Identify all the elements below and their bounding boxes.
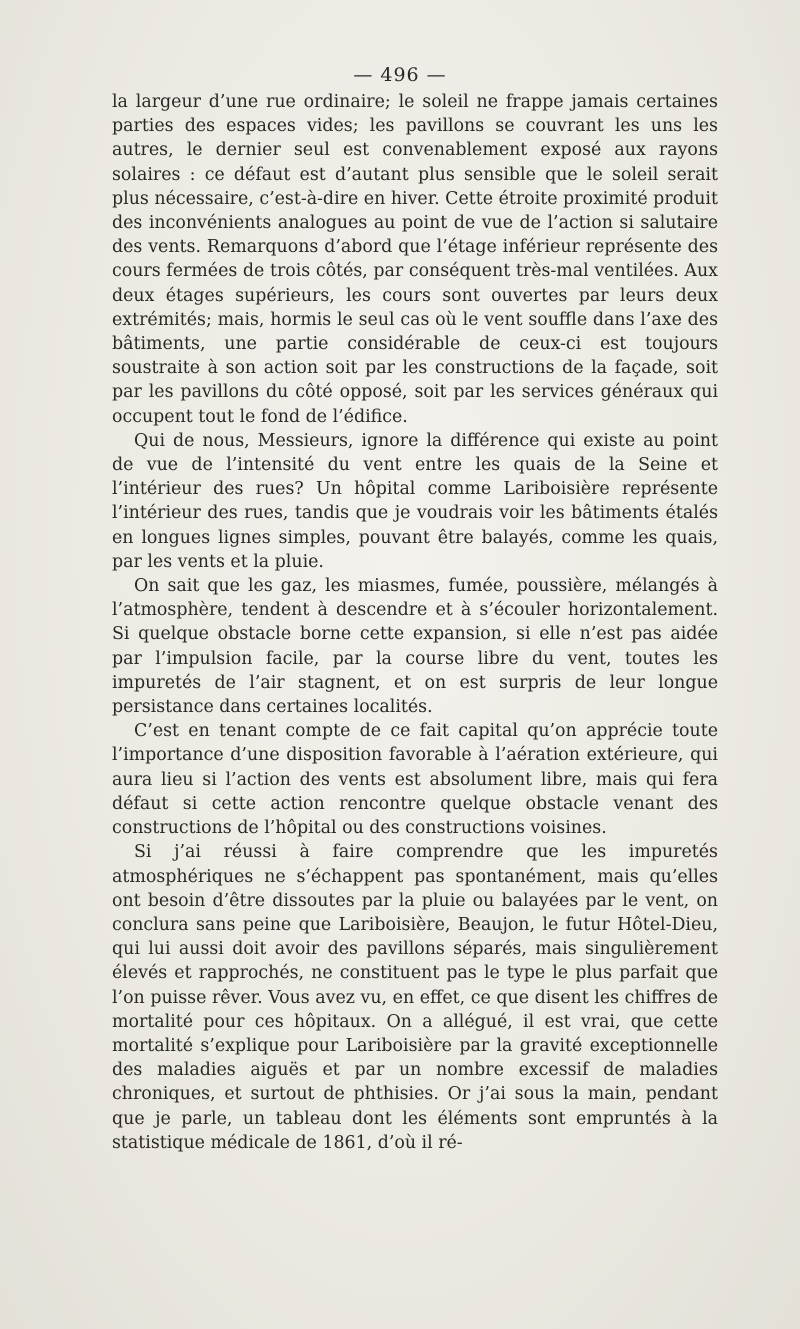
body-text: [112, 90, 718, 1155]
paragraph: Si j’ai réussi à faire comprendre que les impuretés atmosphériques ne s’échappent pas spontanément, mais qu’elles ont besoin d’être dissoutes par la pluie ou balayées par le vent, on conclura sans peine que Lariboisière, Beaujon, le futur Hôtel-Dieu, qui lui aussi doit avoir des pavillons séparés, mais singulièrement élevés et rapprochés, ne constituent pas le type le plus parfait que l’on puisse rêver. Vous avez vu, en effet, ce que disent les chiffres de mortalité pour ces hôpitaux. On a allégué, il est vrai, que cette mortalité s’explique pour Lariboisière par la gravité exceptionnelle des maladies aiguës et par un nombre excessif de maladies chroniques, et surtout de phthisies. Or j’ai sous la main, pendant que je parle, un tableau dont les éléments sont empruntés à la statistique médicale de 1861, d’où il ré-: [112, 842, 718, 1153]
paragraph: C’est en tenant compte de ce fait capital qu’on apprécie toute l’importance d’une disposition favorable à l’aération extérieure, qui aura lieu si l’action des vents est absolument libre, mais qui fera défaut si cette action rencontre quelque obstacle venant des constructions de l’hôpital ou des constructions voisines.: [112, 721, 718, 839]
paragraph: On sait que les gaz, les miasmes, fumée, poussière, mélangés à l’atmosphère, tendent à descendre et à s’écouler horizontalement. Si quelque obstacle borne cette expansion, si elle n’est pas aidée par l’impulsion facile, par la course libre du vent, toutes les impuretés de l’air stagnent, et on est surpris de leur longue persistance dans certaines localités.: [112, 576, 718, 718]
paragraph: Qui de nous, Messieurs, ignore la différence qui existe au point de vue de l’intensité du vent entre les quais de la Seine et l’intérieur des rues? Un hôpital comme Lariboisière représente l’intérieur des rues, tandis que je voudrais voir les bâtiments étalés en longues lignes simples, pouvant être balayés, comme les quais, par les vents et la pluie.: [112, 430, 718, 572]
paragraph-continuation: la largeur d’une rue ordinaire; le soleil ne frappe jamais certaines parties des espaces vides; les pavillons se couvrant les uns les autres, le dernier seul est convenablement exposé aux rayons solaires : ce défaut est d’autant plus sensible que le soleil serait plus nécessaire, c’est-à-dire en hiver. Cette étroite proximité produit des inconvénients analogues au point de vue de l’action si salutaire des vents. Remarquons d’abord que l’étage inférieur représente des cours fermées de trois côtés, par conséquent très-mal ventilées. Aux deux étages supérieurs, les cours sont ouvertes par leurs deux extrémités; mais, hormis le seul cas où le vent souffle dans l’axe des bâtiments, une partie considérable de ceux-ci est toujours soustraite à son action soit par les constructions de la façade, soit par les pavillons du côté opposé, soit par les services généraux qui occupent tout le fond de l’édifice.: [112, 92, 718, 427]
page-number: — 496 —: [353, 64, 447, 86]
